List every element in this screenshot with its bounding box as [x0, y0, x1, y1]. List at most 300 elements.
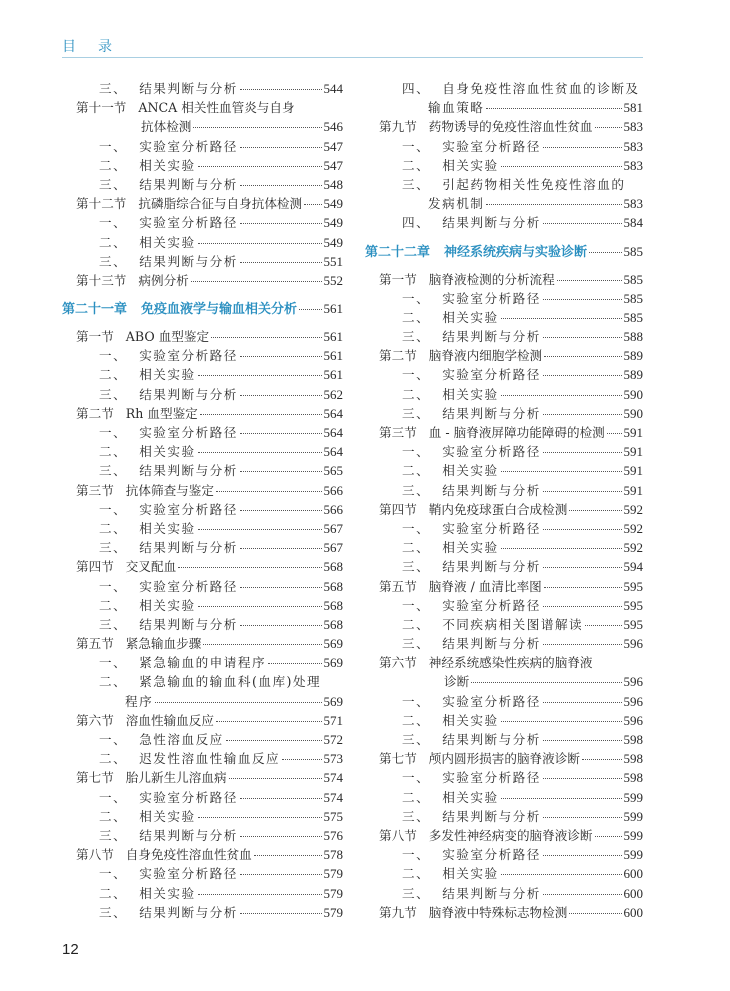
toc-entry-label: 二、	[99, 751, 128, 767]
toc-entry-section[interactable]	[365, 500, 643, 519]
toc-entry-title: 结果判断与分析	[139, 540, 238, 556]
toc-entry-subsection[interactable]	[365, 845, 643, 864]
toc-entry-label: 一、	[99, 866, 128, 882]
toc-entry-title: 脑脊液中特殊标志物检测	[428, 904, 568, 920]
toc-entry-chapter[interactable]	[365, 237, 643, 267]
toc-entry-page: 547	[323, 138, 343, 154]
toc-entry-label: 一、	[99, 789, 128, 805]
toc-entry-label: 第二节	[379, 348, 417, 364]
toc-entry-page: 575	[323, 808, 343, 824]
toc-entry-subsection[interactable]	[62, 730, 343, 749]
toc-entry-title: 血 - 脑脊液屏障功能障碍的检测	[428, 425, 605, 440]
toc-entry-label: 第八节	[76, 847, 114, 863]
toc-entry-subsection[interactable]	[365, 213, 643, 232]
toc-entry-label: 四、	[402, 81, 431, 96]
dot-leader	[486, 204, 621, 205]
toc-entry-subsection[interactable]	[62, 461, 343, 480]
toc-entry-subsection[interactable]	[365, 596, 643, 615]
toc-entry-page: 599	[623, 808, 643, 824]
toc-entry-title: 相关实验	[139, 597, 196, 613]
dot-leader	[595, 127, 622, 128]
toc-entry-title: 神经系统疾病与实验诊断	[444, 244, 588, 260]
toc-entry-page: 590	[623, 386, 643, 402]
toc-entry-page: 544	[323, 81, 343, 96]
toc-entry-page: 574	[323, 770, 343, 786]
toc-entry-label: 一、	[99, 348, 128, 364]
toc-entry-page: 565	[323, 463, 343, 479]
toc-entry-page: 585	[623, 243, 643, 259]
toc-entry-label: 三、	[99, 463, 128, 479]
dot-leader	[501, 395, 622, 396]
toc-entry-title: 结果判断与分析	[442, 885, 541, 901]
toc-entry-title: 结果判断与分析	[442, 215, 541, 231]
dot-leader	[240, 223, 322, 224]
toc-entry-title: 结果判断与分析	[139, 253, 238, 269]
toc-entry-subsection[interactable]	[62, 137, 343, 156]
toc-entry-subsection[interactable]	[365, 327, 643, 346]
toc-entry-subsection[interactable]	[62, 538, 343, 557]
toc-entry-subsection[interactable]	[365, 156, 643, 175]
toc-entry-label: 三、	[402, 808, 431, 824]
toc-entry-title: 结果判断与分析	[442, 559, 541, 575]
toc-entry-subsection[interactable]	[365, 788, 643, 807]
toc-entry-page: 568	[323, 616, 343, 632]
dot-leader	[557, 280, 622, 281]
toc-entry-subsection[interactable]	[62, 577, 343, 596]
toc-entry-title: 抗磷脂综合征与自身抗体检测	[138, 196, 303, 212]
toc-entry-label: 第十一节	[76, 100, 127, 116]
toc-entry-title-continued: 诊断	[444, 674, 470, 690]
toc-entry-continuation	[365, 98, 643, 117]
toc-entry-label: 三、	[99, 904, 128, 920]
dot-leader	[501, 874, 622, 875]
toc-entry-page: 598	[623, 732, 643, 747]
toc-entry-title: 结果判断与分析	[139, 386, 238, 402]
toc-entry-subsection[interactable]	[62, 213, 343, 232]
toc-entry-subsection[interactable]	[365, 634, 643, 653]
toc-entry-label: 三、	[99, 176, 128, 192]
toc-entry-label: 第六节	[76, 712, 114, 728]
dot-leader	[240, 471, 322, 472]
toc-entry-subsection[interactable]	[365, 730, 643, 749]
page-number: 12	[62, 941, 79, 958]
toc-entry-label: 一、	[99, 138, 128, 154]
toc-entry-page: 600	[623, 885, 643, 901]
toc-entry-title: 结果判断与分析	[442, 405, 541, 421]
toc-entry-label: 三、	[402, 176, 431, 192]
toc-entry-subsection[interactable]	[62, 807, 343, 826]
toc-entry-title: 迟发性溶血性输血反应	[139, 751, 281, 767]
toc-entry-title: 紧急输血的申请程序	[139, 655, 267, 671]
dot-leader	[240, 147, 322, 148]
toc-entry-label: 三、	[402, 329, 431, 345]
toc-entry-subsection[interactable]	[365, 884, 643, 903]
toc-entry-title: 结果判断与分析	[139, 176, 238, 192]
toc-entry-page: 561	[323, 301, 343, 317]
toc-entry-page: 589	[623, 367, 643, 383]
toc-entry-subsection[interactable]	[62, 156, 343, 175]
toc-entry-label: 二、	[402, 866, 431, 882]
toc-entry-subsection[interactable]	[365, 692, 643, 711]
toc-entry-label: 一、	[99, 655, 128, 671]
toc-entry-title: Rh 血型鉴定	[125, 405, 198, 421]
toc-entry-section[interactable]	[62, 327, 343, 346]
dot-leader	[155, 702, 321, 703]
toc-entry-title: 实验室分析路径	[139, 215, 238, 231]
toc-entry-title: 脑脊液检测的分析流程	[428, 271, 555, 287]
toc-entry-subsection[interactable]	[365, 557, 643, 576]
toc-entry-label: 第五节	[379, 578, 417, 594]
toc-entry-page: 596	[623, 674, 643, 690]
toc-entry-title: 相关实验	[139, 808, 196, 824]
toc-entry-subsection[interactable]	[365, 385, 643, 404]
dot-leader	[198, 375, 322, 376]
toc-entry-title: 相关实验	[139, 520, 196, 536]
toc-entry-page: 569	[323, 636, 343, 652]
toc-entry-section[interactable]	[62, 271, 343, 290]
toc-entry-page: 583	[623, 157, 643, 173]
dot-leader	[193, 127, 321, 128]
toc-entry-label: 一、	[99, 732, 128, 747]
toc-entry-label: 第九节	[379, 119, 417, 135]
toc-entry-label: 二、	[99, 367, 128, 383]
toc-entry-subsection[interactable]	[62, 346, 343, 365]
toc-entry-subsection[interactable]	[62, 423, 343, 442]
toc-entry-subsection[interactable]	[365, 461, 643, 480]
toc-left-column	[62, 79, 343, 922]
toc-entry-page: 599	[623, 847, 643, 863]
toc-entry-label: 二、	[99, 674, 128, 690]
toc-entry-title-continued: 抗体检测	[141, 119, 192, 135]
dot-leader	[240, 185, 322, 186]
dot-leader	[198, 452, 322, 453]
toc-entry-label: 二、	[99, 234, 128, 250]
toc-entry-subsection[interactable]	[62, 749, 343, 768]
dot-leader	[544, 587, 622, 588]
toc-entry-label: 第八节	[379, 827, 417, 843]
toc-entry-section[interactable]	[62, 768, 343, 787]
toc-entry-section[interactable]	[365, 270, 643, 289]
toc-entry-section[interactable]	[365, 423, 643, 442]
dot-leader	[299, 309, 321, 310]
toc-entry-page: 600	[623, 904, 643, 920]
toc-entry-page: 599	[623, 827, 643, 843]
toc-entry-title: 药物诱导的免疫性溶血性贫血	[428, 119, 593, 135]
toc-entry-label: 三、	[99, 540, 128, 556]
toc-entry-page: 548	[323, 176, 343, 192]
toc-entry-page: 588	[623, 329, 643, 345]
toc-entry-label: 一、	[402, 847, 431, 863]
toc-entry-subsection[interactable]	[365, 864, 643, 883]
toc-entry-title: 多发性神经病变的脑脊液诊断	[428, 827, 593, 843]
dot-leader	[203, 644, 321, 645]
dot-leader	[543, 529, 622, 530]
toc-entry-label: 一、	[402, 693, 431, 709]
toc-entry-section[interactable]	[365, 903, 643, 922]
toc-entry-subsection[interactable]	[365, 768, 643, 787]
toc-entry-subsection[interactable]	[62, 175, 343, 194]
toc-entry-label: 二、	[402, 463, 431, 479]
toc-entry-title: 结果判断与分析	[442, 732, 541, 747]
toc-entry-subsection[interactable]	[365, 807, 643, 826]
toc-entry-title: 结果判断与分析	[139, 463, 238, 479]
toc-entry-page: 579	[323, 885, 343, 901]
toc-entry-section[interactable]	[62, 98, 343, 117]
toc-entry-page: 590	[623, 405, 643, 421]
toc-entry-page: 549	[323, 196, 343, 212]
toc-entry-title: 相关实验	[442, 866, 499, 882]
toc-entry-subsection[interactable]	[365, 615, 643, 634]
dot-leader	[240, 356, 322, 357]
toc-entry-title: 结果判断与分析	[139, 827, 238, 843]
dot-leader	[191, 281, 322, 282]
toc-entry-section[interactable]	[62, 557, 343, 576]
toc-entry-page: 547	[323, 157, 343, 173]
toc-entry-subsection[interactable]	[62, 864, 343, 883]
toc-entry-subsection[interactable]	[62, 826, 343, 845]
toc-entry-label: 第三节	[76, 482, 114, 498]
toc-entry-continuation	[365, 672, 643, 691]
toc-entry-title: 相关实验	[442, 386, 499, 402]
toc-entry-title: 相关实验	[442, 540, 499, 556]
dot-leader	[501, 721, 622, 722]
dot-leader	[471, 682, 621, 683]
toc-entry-continuation	[62, 692, 343, 711]
toc-entry-page: 564	[323, 444, 343, 460]
toc-entry-title: 实验室分析路径	[139, 578, 238, 594]
toc-entry-subsection[interactable]	[62, 672, 343, 691]
dot-leader	[240, 625, 322, 626]
toc-entry-title: 相关实验	[139, 444, 196, 460]
toc-entry-subsection[interactable]	[62, 596, 343, 615]
toc-entry-title: 抗体筛查与鉴定	[125, 482, 214, 498]
toc-entry-label: 一、	[99, 425, 128, 440]
dot-leader	[501, 548, 622, 549]
toc-entry-title: 胎儿新生儿溶血病	[125, 770, 227, 786]
dot-leader	[543, 375, 622, 376]
toc-entry-page: 596	[623, 636, 643, 652]
toc-entry-subsection[interactable]	[365, 404, 643, 423]
toc-entry-label: 第四节	[76, 559, 114, 575]
dot-leader	[216, 721, 322, 722]
toc-entry-page: 561	[323, 367, 343, 383]
toc-entry-label: 第六节	[379, 655, 417, 671]
toc-entry-label: 一、	[99, 501, 128, 517]
toc-entry-label: 二、	[99, 597, 128, 613]
dot-leader	[543, 740, 622, 741]
dot-leader	[240, 913, 322, 914]
toc-entry-page: 566	[323, 501, 343, 517]
running-header	[62, 36, 112, 56]
toc-entry-subsection[interactable]	[365, 308, 643, 327]
toc-entry-subsection[interactable]	[62, 788, 343, 807]
toc-entry-title: 结果判断与分析	[442, 636, 541, 652]
toc-entry-section[interactable]	[365, 577, 643, 596]
toc-entry-subsection[interactable]	[62, 442, 343, 461]
toc-entry-title: 实验室分析路径	[139, 348, 238, 364]
toc-entry-continuation	[62, 117, 343, 136]
dot-leader	[501, 166, 622, 167]
toc-entry-title-continued: 输血策略	[428, 100, 485, 116]
toc-entry-subsection[interactable]	[365, 289, 643, 308]
toc-entry-page: 564	[323, 405, 343, 421]
dot-leader	[240, 798, 322, 799]
toc-entry-title-continued: 程序	[125, 693, 154, 709]
toc-entry-page: 568	[323, 597, 343, 613]
toc-entry-subsection[interactable]	[62, 79, 343, 98]
toc-entry-title: 溶血性输血反应	[125, 712, 214, 728]
dot-leader	[226, 740, 322, 741]
toc-entry-title: 鞘内免疫球蛋白合成检测	[428, 501, 568, 517]
toc-entry-title: 交叉配血	[125, 559, 177, 575]
toc-entry-page: 591	[623, 482, 643, 498]
toc-entry-subsection[interactable]	[62, 252, 343, 271]
toc-entry-section[interactable]	[365, 653, 643, 672]
dot-leader	[543, 337, 622, 338]
dot-leader	[240, 262, 322, 263]
toc-entry-page: 589	[623, 348, 643, 364]
toc-entry-title: 急性溶血反应	[139, 732, 224, 747]
toc-entry-page: 568	[323, 559, 343, 575]
toc-entry-page: 600	[623, 866, 643, 882]
toc-entry-label: 三、	[99, 616, 128, 632]
dot-leader	[543, 452, 622, 453]
toc-entry-title: 免疫血液学与输血相关分析	[141, 302, 298, 318]
toc-entry-page: 592	[623, 501, 643, 517]
toc-entry-label: 三、	[402, 732, 431, 747]
toc-entry-subsection[interactable]	[62, 385, 343, 404]
toc-entry-section[interactable]	[62, 481, 343, 500]
toc-entry-title: 相关实验	[442, 463, 499, 479]
dot-leader	[582, 759, 622, 760]
dot-leader	[543, 567, 622, 568]
toc-entry-section[interactable]	[365, 749, 643, 768]
toc-entry-subsection[interactable]	[62, 519, 343, 538]
toc-entry-page: 564	[323, 425, 343, 440]
toc-entry-label: 三、	[402, 405, 431, 421]
toc-entry-title: 不同疾病相关图谱解读	[442, 616, 584, 632]
toc-entry-label: 二、	[402, 157, 431, 173]
toc-entry-page: 584	[623, 215, 643, 231]
dot-leader	[543, 491, 622, 492]
toc-entry-section[interactable]	[62, 194, 343, 213]
dot-leader	[569, 510, 621, 511]
toc-entry-title: 脑脊液 / 血清比率图	[428, 578, 542, 594]
dot-leader	[200, 414, 322, 415]
toc-entry-page: 573	[323, 751, 343, 767]
toc-entry-page: 581	[623, 100, 643, 116]
dot-leader	[240, 548, 322, 549]
toc-entry-title: 紧急输血步骤	[125, 636, 202, 652]
header-rule	[62, 57, 643, 58]
toc-entry-page: 552	[323, 272, 343, 288]
toc-entry-page: 546	[323, 119, 343, 135]
toc-entry-subsection[interactable]	[62, 365, 343, 384]
dot-leader	[198, 166, 322, 167]
toc-entry-title: 相关实验	[442, 712, 499, 728]
toc-entry-label: 二、	[99, 808, 128, 824]
toc-entry-page: 572	[323, 732, 343, 747]
toc-entry-section[interactable]	[62, 404, 343, 423]
toc-entry-section[interactable]	[62, 845, 343, 864]
toc-entry-page: 585	[623, 290, 643, 306]
toc-entry-subsection[interactable]	[365, 711, 643, 730]
toc-entry-page: 551	[323, 253, 343, 269]
dot-leader	[585, 625, 621, 626]
toc-entry-page: 562	[323, 386, 343, 402]
toc-entry-subsection[interactable]	[62, 903, 343, 922]
toc-entry-page: 579	[323, 866, 343, 882]
toc-entry-chapter[interactable]	[62, 294, 343, 324]
toc-entry-subsection[interactable]	[62, 500, 343, 519]
header-title-char-2: 录	[98, 39, 112, 55]
toc-entry-page: 569	[323, 693, 343, 709]
dot-leader	[240, 89, 322, 90]
toc-entry-label: 三、	[99, 827, 128, 843]
toc-entry-label: 一、	[402, 290, 431, 306]
toc-entry-title: 相关实验	[442, 789, 499, 805]
toc-entry-subsection[interactable]	[365, 481, 643, 500]
toc-entry-label: 第七节	[76, 770, 114, 786]
toc-entry-section[interactable]	[365, 346, 643, 365]
dot-leader	[543, 414, 622, 415]
toc-entry-page: 591	[623, 463, 643, 479]
toc-entry-subsection[interactable]	[365, 365, 643, 384]
toc-entry-title: 相关实验	[139, 157, 196, 173]
toc-entry-label: 三、	[99, 81, 128, 96]
toc-entry-label: 一、	[402, 597, 431, 613]
dot-leader	[544, 356, 621, 357]
dot-leader	[198, 529, 322, 530]
toc-entry-title: 结果判断与分析	[139, 904, 238, 920]
toc-entry-page: 567	[323, 520, 343, 536]
toc-entry-section[interactable]	[365, 117, 643, 136]
toc-entry-subsection[interactable]	[62, 615, 343, 634]
toc-entry-section[interactable]	[62, 711, 343, 730]
toc-entry-subsection[interactable]	[365, 79, 643, 98]
toc-entry-title: 病例分析	[138, 272, 189, 288]
toc-entry-subsection[interactable]	[365, 538, 643, 557]
dot-leader	[543, 778, 622, 779]
toc-entry-page: 549	[323, 234, 343, 250]
dot-leader	[595, 836, 622, 837]
toc-entry-section[interactable]	[62, 634, 343, 653]
toc-entry-label: 第十三节	[76, 272, 127, 288]
toc-entry-title: 实验室分析路径	[442, 138, 541, 154]
toc-entry-title-continued: 发病机制	[428, 196, 485, 212]
toc-entry-label: 第四节	[379, 501, 417, 517]
toc-entry-label: 第一节	[379, 271, 417, 287]
toc-entry-page: 549	[323, 215, 343, 231]
toc-right-column	[365, 79, 643, 922]
toc-entry-page: 566	[323, 482, 343, 498]
toc-entry-subsection[interactable]	[365, 442, 643, 461]
toc-entry-subsection[interactable]	[365, 137, 643, 156]
toc-entry-page: 567	[323, 540, 343, 556]
toc-entry-subsection[interactable]	[62, 653, 343, 672]
toc-entry-subsection[interactable]	[62, 233, 343, 252]
toc-entry-page: 592	[623, 520, 643, 536]
dot-leader	[543, 606, 622, 607]
toc-entry-section[interactable]	[365, 826, 643, 845]
toc-entry-title: 颅内圆形损害的脑脊液诊断	[428, 751, 580, 767]
toc-entry-page: 576	[323, 827, 343, 843]
toc-entry-subsection[interactable]	[365, 175, 643, 194]
toc-entry-title: 引起药物相关性免疫性溶血的	[442, 176, 626, 192]
toc-entry-subsection[interactable]	[365, 519, 643, 538]
toc-entry-page: 598	[623, 770, 643, 786]
toc-entry-subsection[interactable]	[62, 884, 343, 903]
